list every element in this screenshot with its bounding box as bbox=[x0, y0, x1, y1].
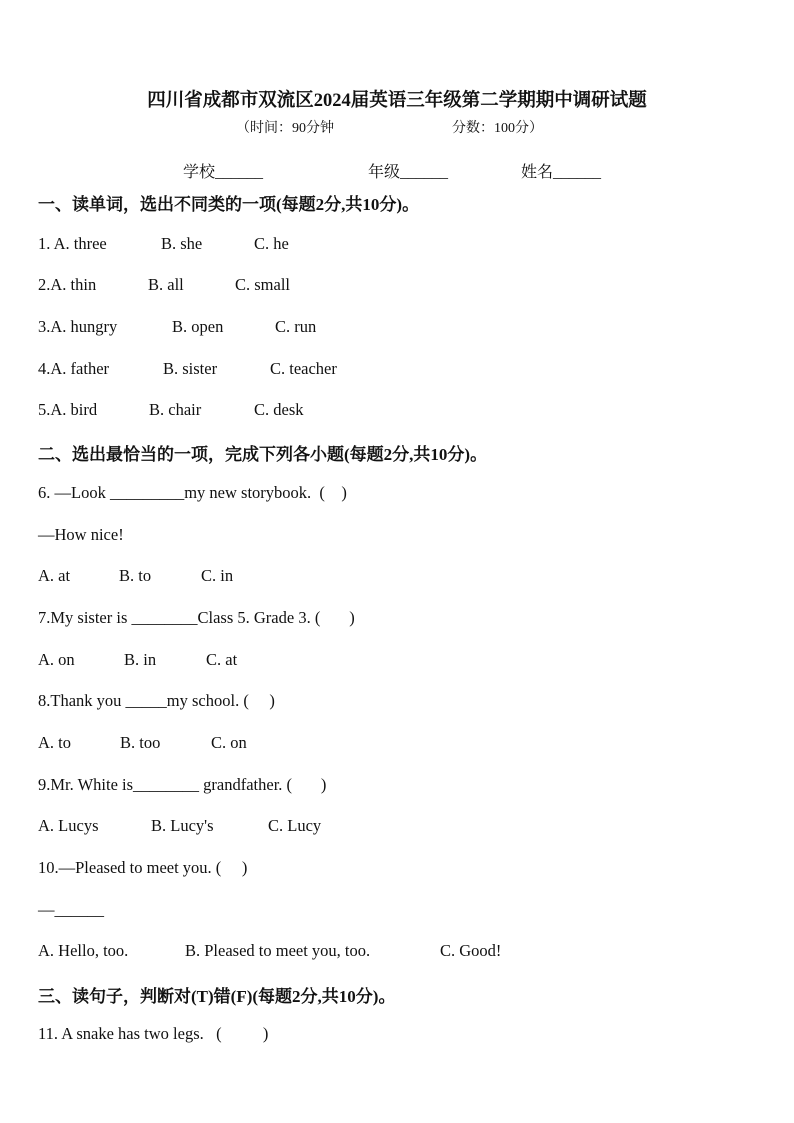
question-8-option-c: C. on bbox=[211, 733, 247, 752]
question-6-option-c: C. in bbox=[201, 566, 234, 585]
question-6-reply: —How nice! bbox=[38, 525, 124, 544]
question-3-option-c: C. run bbox=[275, 317, 317, 336]
question-5-option-b: B. chair bbox=[149, 400, 202, 419]
page-title: 四川省成都市双流区2024届英语三年级第二学期期中调研试题 bbox=[147, 91, 647, 111]
question-4-option-c: C. teacher bbox=[270, 359, 337, 378]
question-10-option-c: C. Good! bbox=[440, 941, 502, 960]
question-7-option-a: A. on bbox=[38, 650, 75, 669]
question-2-option-c: C. small bbox=[235, 275, 291, 294]
grade-field: 年级______ bbox=[368, 164, 449, 181]
question-7-stem: 7.My sister is ________Class 5. Grade 3. ( ) bbox=[38, 608, 355, 627]
question-3-option-a: 3.A. hungry bbox=[38, 317, 118, 336]
question-1-option-a: 1. A. three bbox=[38, 234, 107, 253]
question-6-stem: 6. —Look _________my new storybook. ( ) bbox=[38, 483, 347, 502]
question-9-option-a: A. Lucys bbox=[38, 816, 99, 835]
question-4-option-a: 4.A. father bbox=[38, 359, 110, 378]
exam-time: （时间：90分钟 bbox=[236, 121, 334, 136]
question-7-option-b: B. in bbox=[124, 650, 157, 669]
question-6-option-a: A. at bbox=[38, 566, 71, 585]
question-7-option-c: C. at bbox=[206, 650, 238, 669]
question-2-option-b: B. all bbox=[148, 275, 184, 294]
question-9-option-b: B. Lucy's bbox=[151, 816, 214, 835]
question-8-stem: 8.Thank you _____my school. ( ) bbox=[38, 691, 275, 710]
question-3-option-b: B. open bbox=[172, 317, 224, 336]
section-1-heading: 一、读单词，选出不同类的一项(每题2分,共10分)。 bbox=[38, 195, 420, 214]
question-10-stem: 10.—Pleased to meet you. ( ) bbox=[38, 858, 248, 877]
question-5-option-a: 5.A. bird bbox=[38, 400, 98, 419]
school-field: 学校______ bbox=[183, 164, 264, 181]
question-8-option-b: B. too bbox=[120, 733, 161, 752]
question-9-option-c: C. Lucy bbox=[268, 816, 322, 835]
question-8-option-a: A. to bbox=[38, 733, 71, 752]
exam-score: 分数：100分） bbox=[452, 121, 543, 136]
section-3-heading: 三、读句子，判断对(T)错(F)(每题2分,共10分)。 bbox=[38, 987, 396, 1006]
section-2-heading: 二、选出最恰当的一项，完成下列各小题(每题2分,共10分)。 bbox=[38, 445, 488, 464]
question-10-option-b: B. Pleased to meet you, too. bbox=[185, 941, 371, 960]
question-10-reply: —______ bbox=[38, 900, 104, 919]
question-5-option-c: C. desk bbox=[254, 400, 304, 419]
question-9-stem: 9.Mr. White is________ grandfather. ( ) bbox=[38, 775, 327, 794]
question-11-stem: 11. A snake has two legs. ( ) bbox=[38, 1024, 269, 1043]
question-4-option-b: B. sister bbox=[163, 359, 218, 378]
question-1-option-c: C. he bbox=[254, 234, 289, 253]
question-2-option-a: 2.A. thin bbox=[38, 275, 97, 294]
name-field: 姓名______ bbox=[521, 164, 602, 181]
question-10-option-a: A. Hello, too. bbox=[38, 941, 129, 960]
question-6-option-b: B. to bbox=[119, 566, 152, 585]
question-1-option-b: B. she bbox=[161, 234, 203, 253]
